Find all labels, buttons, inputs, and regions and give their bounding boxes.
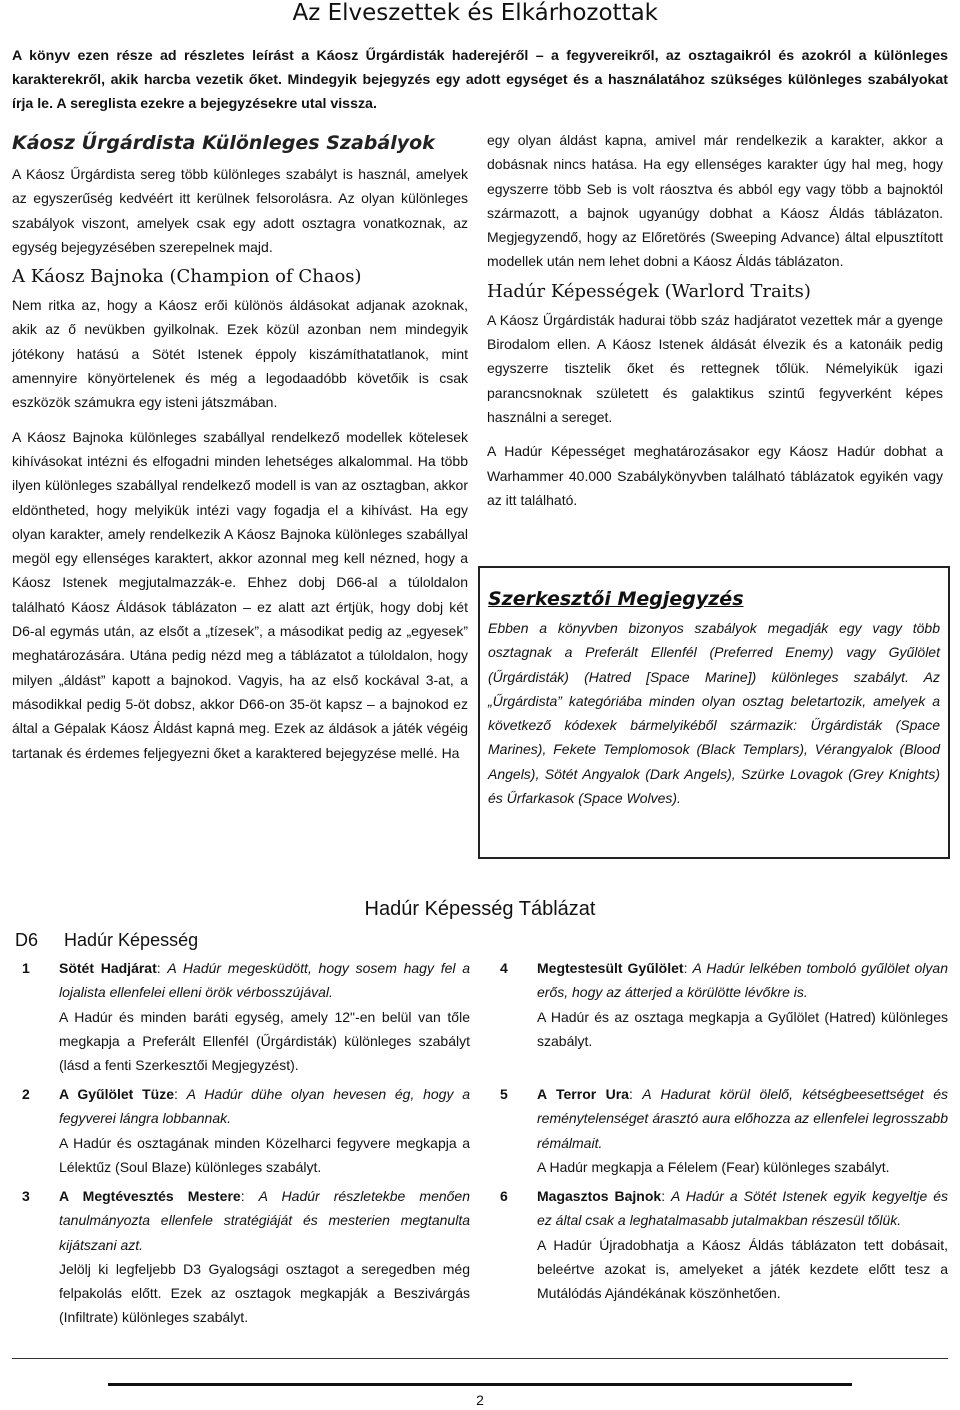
row-number: 4 bbox=[500, 960, 508, 976]
row-number: 1 bbox=[22, 960, 30, 976]
champion-heading: A Káosz Bajnoka (Champion of Chaos) bbox=[12, 266, 362, 288]
editor-note-text: Ebben a könyvben bizonyos szabályok megadják egy vagy több osztagnak a Preferált Ellenfél (Preferred Enemy) vagy Gyűlölet (Űrgárdisták) (Hatred [Space Marine]) különleges szabályt. Az „Űrgárdista” kategóriába minden olyan osztag beletartozik, amelyek a következő kódexek bármelyikéből származik: Űrgárdisták (Space Marines), Fekete Templomosok (Black Templars), Vérangyalok (Blood Angels), Sötét Angyalok (Dark Angels), Szürke Lovagok (Grey Knights) és Űrfarkasok (Space Wolves). bbox=[488, 620, 940, 807]
page-number: 2 bbox=[476, 1392, 484, 1408]
table-header bbox=[15, 928, 198, 952]
trait-flavor: A Hadúr lelkében tomboló gyűlölet olyan erős, hogy az átterjed a körülötte lévőkre is. bbox=[537, 960, 948, 1001]
trait-name: A Megtévesztés Mestere bbox=[59, 1188, 241, 1204]
trait-rule: A Hadúr és minden baráti egység, amely 12"-en belül van tőle megkapja a Preferált Ellenfél (Űrgárdisták) különleges szabályt (lásd a fenti Szerkesztői Megjegyzést). bbox=[59, 1008, 470, 1074]
trait-rule: Jelölj ki legfeljebb D3 Gyalogsági osztagot a seregedben még felpakolás előtt. Ezek az osztagok megkapják a Beszivárgás (Infiltrate) különleges szabályt. bbox=[59, 1260, 470, 1326]
table-row: 3 A Megtévesztés Mestere: A Hadúr részletekbe menően tanulmányozta ellenfele stratégiáját és mesterien megtanulta kijátszani azt. Jelölj ki legfeljebb D3 Gyalogsági osztagot a seregedben még felpakolás előtt. Ezek az osztagok megkapják a Beszivárgás (Infiltrate) különleges szabályt. bbox=[22, 1184, 470, 1330]
editor-note-box bbox=[478, 566, 950, 859]
champion-paragraph-1: Nem ritka az, hogy a Káosz erői különös áldásokat adjanak azoknak, akik az ő nevükben gyilkolnak. Ezek közül azonban nem mindegyik jótékony hatású a Sötét Istenek éppoly kiszámíthatatlanok, mint amennyire könyörtelenek és még a legodaadóbb követőik is csak eszközök számukra egy isteni játszmában. bbox=[12, 297, 468, 411]
trait-flavor: A Hadúr megesküdött, hogy sosem hagy fel a lojalista ellenfelei elleni örök vérbosszújával. bbox=[59, 960, 470, 1001]
row-number: 3 bbox=[22, 1188, 30, 1204]
trait-rule: A Hadúr megkapja a Félelem (Fear) különleges szabályt. bbox=[537, 1158, 890, 1175]
warlord-traits-paragraph-1: A Káosz Űrgárdisták hadurai több száz hadjáratot vezettek már a gyenge Birodalom ellen. A Káosz Istenek áldását élvezik és a katonáik pedig egyszerre tisztelik őket és rettegnek tőlük. Némelyikük igazi parancsnoknak született és galaktikus szintű fegyverként képes használni a sereget. bbox=[487, 311, 943, 425]
special-rules-heading: Káosz Űrgárdista Különleges Szabályok bbox=[12, 132, 435, 154]
trait-rule: A Hadúr Újradobhatja a Káosz Áldás táblázaton tett dobásait, beleértve azokat is, amelyeket a játék kezdete előtt tesz a Mutálódás Ajándékának köszönhetően. bbox=[537, 1236, 948, 1302]
left-column bbox=[12, 130, 468, 765]
champion-paragraph-2: A Káosz Bajnoka különleges szabállyal rendelkező modellek kötelesek kihívásokat intézni és elfogadni minden lehetséges alkalommal. Ha több ilyen különleges szabállyal rendelkező modell is van az osztagban, akkor eldöntheted, hogy melyikük intézi vagy fogadja el a kihívást. Ha egy olyan karakter, amely rendelkezik A Káosz Bajnoka különleges szabállyal megöl egy ellenséges karaktert, akkor azonnal meg kell nézned, hogy a Káosz Istenek megjutalmazzák-e. Ehhez dobj D66-al a túloldalon található Káosz Áldások táblázaton – ez alatt azt értjük, hogy dobj két D6-al egymás után, az elsőt a „tízesek”, a másodikat pedig az „egyesek” meghatározására. Utána pedig nézd meg a táblázatot a túloldalon, hogy milyen „áldást” kapott a bajnokod. Vagyis, ha az első kockával 3-at, a másodikkal pedig 5-öt dobsz, akkor D66-on 35-öt kapsz – a bajnokod ez által a Gépalak Káosz Áldást kapná meg. Ezek az áldások a játék végéig tartanak és érdemes feljegyezni őket a karaktered bejegyzése mellé. Ha bbox=[12, 428, 468, 761]
champion-continuation: egy olyan áldást kapna, amivel már rendelkezik a karakter, akkor a dobásnak nincs hatása. Ha egy ellenséges karakter úgy hal meg, hogy egyszerre több Seb is volt ráosztva és abból egy vagy több a bajnoktól származott, a bajnok ugyanúgy dobhat a Káosz Áldás táblázaton. Megjegyzendő, hogy az Előretörés (Sweeping Advance) által elpusztított modellek után nem lehet dobni a Káosz Áldás táblázaton. bbox=[487, 132, 943, 270]
table-header-d6: D6 bbox=[15, 930, 39, 950]
right-column bbox=[487, 128, 943, 512]
warlord-traits-paragraph-2: A Hadúr Képességet meghatározásakor egy Káosz Hadúr dobhat a Warhammer 40.000 Szabálykönyvben található táblázatok egyikén vagy az itt található. bbox=[487, 443, 943, 508]
trait-rule: A Hadúr és osztagának minden Közelharci fegyvere megkapja a Lélektűz (Soul Blaze) különleges szabályt. bbox=[59, 1134, 470, 1175]
table-row: 2 A Gyűlölet Tüze: A Hadúr dühe olyan hevesen ég, hogy a fegyverei lángra lobbannak. A Hadúr és osztagának minden Közelharci fegyvere megkapja a Lélektűz (Soul Blaze) különleges szabályt. bbox=[22, 1082, 470, 1179]
page-title: Az Elveszettek és Elkárhozottak bbox=[292, 0, 658, 26]
trait-flavor: A Hadúr részletekbe menően tanulmányozta ellenfele stratégiáját és mesterien megtanulta kijátszani azt. bbox=[59, 1188, 470, 1253]
table-row: 4 Megtestesült Gyűlölet: A Hadúr lelkében tomboló gyűlölet olyan erős, hogy az átterjed a körülötte lévőkre is. A Hadúr és az osztaga megkapja a Gyűlölet (Hatred) különleges szabályt. bbox=[500, 956, 948, 1053]
trait-name: Sötét Hadjárat bbox=[59, 960, 157, 976]
trait-flavor: A Hadurat körül ölelő, kétségbeesettséget és reménytelenséget árasztó aura előhozza az ellenfelei legrosszabb rémálmait. bbox=[537, 1086, 949, 1151]
table-row: 6 Magasztos Bajnok: A Hadúr a Sötét Istenek egyik kegyeltje és ez által csak a leghatalmasabb jutalmakban részesül tőlük. A Hadúr Újradobhatja a Káosz Áldás táblázaton tett dobásait, beleértve azokat is, amelyeket a játék kezdete előtt tesz a Mutálódás Ajándékának köszönhetően. bbox=[500, 1184, 948, 1305]
table-bottom-rule bbox=[12, 1358, 948, 1359]
trait-name: A Terror Ura bbox=[537, 1086, 629, 1102]
row-number: 6 bbox=[500, 1188, 508, 1204]
special-rules-paragraph: A Káosz Űrgárdista sereg több különleges szabályt is használ, amelyek az egyszerűség kedvéért itt kerülnek felsorolásra. Az olyan különleges szabályok viszont, amelyek csak egy adott osztagra vonatkoznak, az egység bejegyzésében szerepelnek majd. bbox=[12, 166, 468, 255]
row-number: 5 bbox=[500, 1086, 508, 1102]
trait-flavor: A Hadúr dühe olyan hevesen ég, hogy a fegyverei lángra lobbannak. bbox=[59, 1086, 470, 1127]
trait-name: Megtestesült Gyűlölet bbox=[537, 960, 684, 976]
table-row: 5 A Terror Ura: A Hadurat körül ölelő, kétségbeesettséget és reménytelenséget árasztó aura előhozza az ellenfelei legrosszabb rémálmait. A Hadúr megkapja a Félelem (Fear) különleges szabályt. bbox=[500, 1082, 948, 1179]
trait-name: A Gyűlölet Tüze bbox=[59, 1086, 174, 1102]
table-header-trait: Hadúr Képesség bbox=[64, 930, 199, 950]
warlord-traits-heading: Hadúr Képességek (Warlord Traits) bbox=[487, 280, 811, 302]
page-footer-rule bbox=[108, 1383, 852, 1386]
warlord-table-title: Hadúr Képesség Táblázat bbox=[364, 898, 596, 920]
row-number: 2 bbox=[22, 1086, 30, 1102]
trait-name: Magasztos Bajnok bbox=[537, 1188, 662, 1204]
intro-paragraph: A könyv ezen része ad részletes leírást a Káosz Űrgárdisták haderejéről – a fegyvereikről, az osztagaikról és azokról a különleges karakterekről, akik harcba vezetik őket. Mindegyik bejegyzés egy adott egységet és a használatához szükséges különleges szabályokat írja le. A sereglista ezekre a bejegyzésekre utal vissza. bbox=[12, 48, 948, 112]
trait-rule: A Hadúr és az osztaga megkapja a Gyűlölet (Hatred) különleges szabályt. bbox=[537, 1008, 948, 1049]
table-row: 1 Sötét Hadjárat: A Hadúr megesküdött, hogy sosem hagy fel a lojalista ellenfelei elleni örök vérbosszújával. A Hadúr és minden baráti egység, amely 12"-en belül van tőle megkapja a Preferált Ellenfél (Űrgárdisták) különleges szabályt (lásd a fenti Szerkesztői Megjegyzést). bbox=[22, 956, 470, 1077]
editor-note-title: Szerkesztői Megjegyzés bbox=[488, 588, 744, 610]
trait-flavor: A Hadúr a Sötét Istenek egyik kegyeltje és ez által csak a leghatalmasabb jutalmakban részesül tőlük. bbox=[537, 1188, 948, 1229]
